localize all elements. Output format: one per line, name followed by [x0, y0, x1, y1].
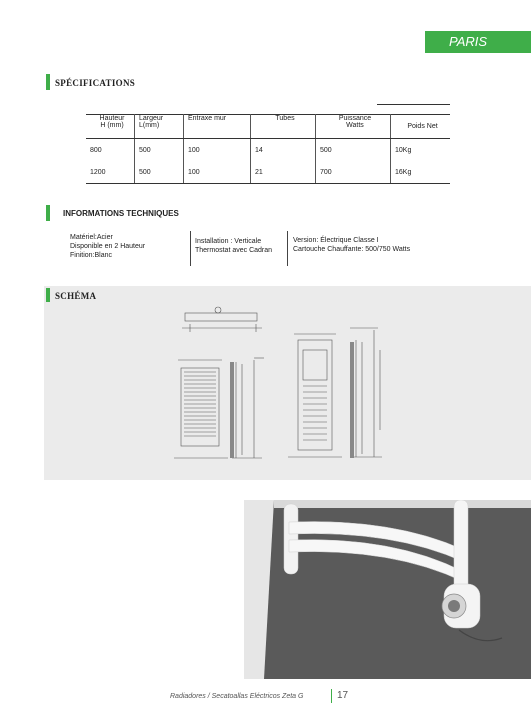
- table-row: [86, 139, 450, 162]
- footer-text: Radiadores / Secatoallas Eléctricos Zeta G: [170, 693, 304, 700]
- col-header-tubes-text: Tubes: [275, 115, 295, 122]
- info-line: Cartouche Chauffante: 500/750 Watts: [293, 246, 411, 253]
- col-header-largeur: [135, 115, 184, 139]
- wall-hatch: [230, 362, 234, 458]
- specs-title: SPÉCIFICATIONS: [55, 78, 136, 88]
- schema-title: SCHÉMA: [55, 291, 97, 301]
- col-header-puissance: [316, 115, 391, 139]
- cell-tubes: 14: [251, 139, 316, 162]
- col-header-largeur-text: Largeur L(mm): [139, 115, 164, 129]
- info-divider: [287, 231, 288, 266]
- product-photo-render: [244, 500, 531, 679]
- cell-tubes: 21: [251, 161, 316, 184]
- info-line: Finition:Blanc: [70, 252, 113, 259]
- info-line: Thermostat avec Cadran: [195, 247, 273, 254]
- info-line: Version: Électrique Classe I: [293, 237, 379, 244]
- section-accent-bar: [46, 205, 50, 221]
- info-col-version: [293, 236, 410, 254]
- col-header-entraxe: [184, 115, 251, 139]
- technical-drawing: [170, 300, 400, 470]
- footer-divider: [331, 689, 332, 703]
- cell-hauteur: 1200: [86, 161, 135, 184]
- cell-largeur: 500: [135, 139, 184, 162]
- section-accent-bar: [46, 74, 50, 90]
- info-line: Disponible en 2 Hauteur: [70, 243, 146, 250]
- model-tag: PARIS: [425, 31, 531, 53]
- cell-entraxe: 100: [184, 139, 251, 162]
- cell-hauteur: 800: [86, 139, 135, 162]
- info-title: INFORMATIONS TECHNIQUES: [63, 209, 179, 218]
- wall-hatch: [350, 342, 354, 458]
- info-col-material: [70, 233, 145, 260]
- col-header-hauteur: [86, 115, 135, 139]
- cell-puissance: 500: [316, 139, 391, 162]
- table-row: [86, 161, 450, 184]
- specs-table: [86, 114, 450, 184]
- cell-puissance: 700: [316, 161, 391, 184]
- info-line: Installation : Verticale: [195, 238, 262, 245]
- cell-poids: 16Kg: [391, 161, 451, 184]
- section-accent-bar: [46, 288, 50, 302]
- cell-poids: 10Kg: [395, 146, 412, 154]
- cell-entraxe: 100: [184, 161, 251, 184]
- col-header-entraxe-text: Entraxe mur: [188, 115, 227, 122]
- cell-largeur: 500: [135, 161, 184, 184]
- top-view-valve: [215, 307, 221, 313]
- table-header-row: [86, 115, 450, 139]
- col-header-puissance-text: Puissance Watts: [338, 115, 372, 129]
- page-number: 17: [337, 690, 349, 701]
- info-line: Matériel:Acier: [70, 234, 113, 241]
- info-divider: [190, 231, 191, 266]
- top-view-outline: [185, 313, 257, 321]
- col-header-hauteur-text: Hauteur H (mm): [99, 115, 125, 129]
- table-top-rule: [377, 104, 450, 105]
- col-header-poids-text: Poids Net: [407, 123, 438, 130]
- info-col-installation: [195, 237, 272, 255]
- col-header-poids: [391, 115, 451, 139]
- col-header-tubes: [251, 115, 316, 139]
